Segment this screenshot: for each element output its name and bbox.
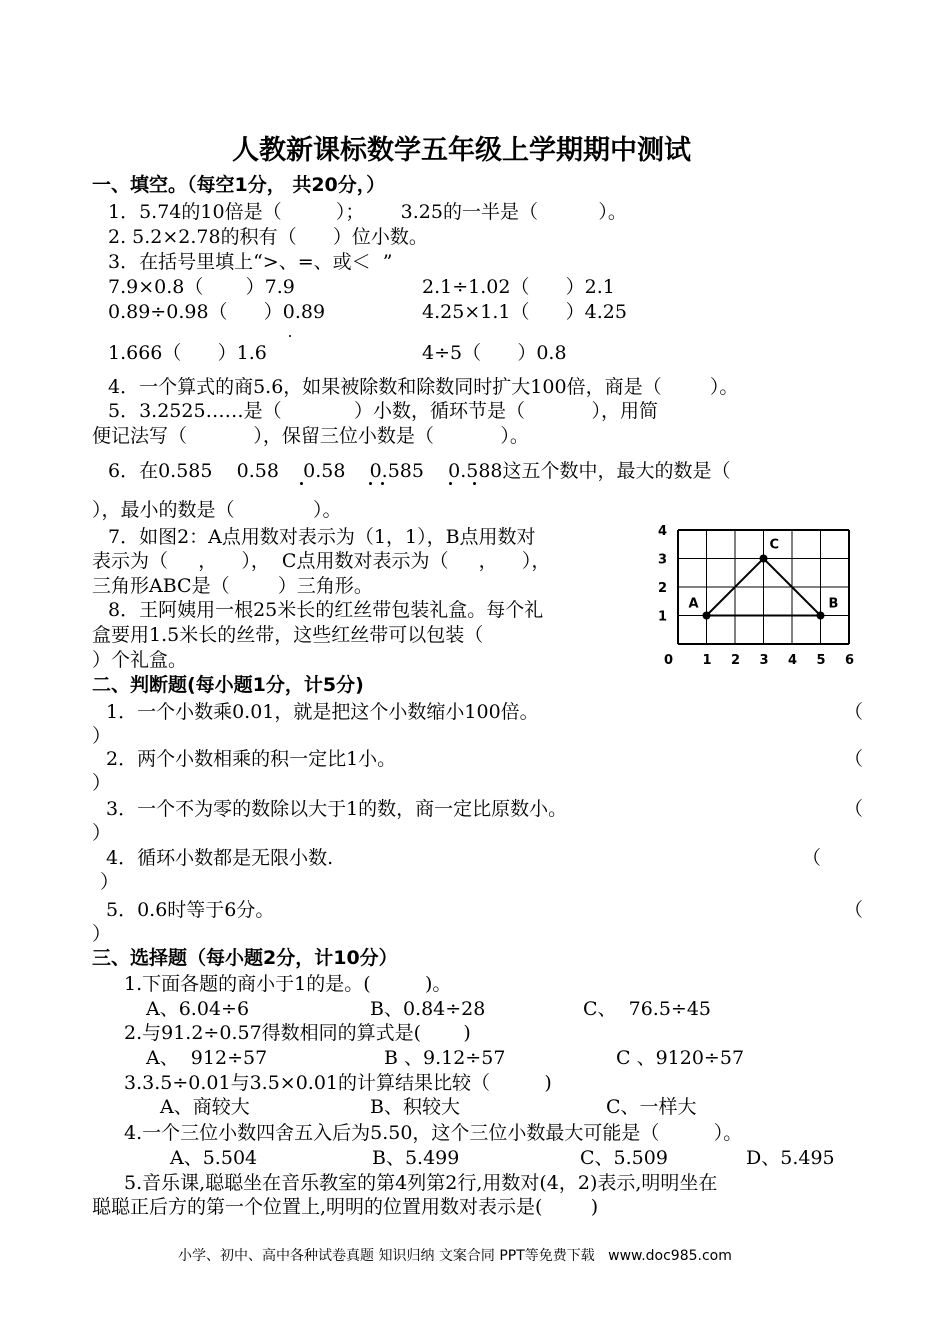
- question-1-2: 2. 5.2×2.78的积有（ ）位小数。: [108, 226, 428, 248]
- choice-5-line-2: 聪聪正后方的第一个位置上,明明的位置用数对表示是( ): [92, 1196, 599, 1218]
- question-1-8-line-2: 盒要用1.5米长的丝带，这些红丝带可以包装（: [92, 624, 484, 646]
- choice-3-option-a: A、商较大: [160, 1096, 250, 1118]
- section-2-header: 二、判断题(每小题1分，计5分): [92, 674, 364, 696]
- compare-3a: 1.666（ ）1.6: [108, 342, 267, 364]
- compare-1b: 2.1÷1.02（ ）2.1: [422, 276, 615, 298]
- answer-paren-close: ）: [92, 822, 112, 844]
- repeating-dot: [300, 482, 303, 485]
- y-tick-label: 2: [658, 581, 668, 596]
- question-1-8-line-3: ）个礼盒。: [92, 649, 188, 671]
- choice-1-option-b: B、0.84÷28: [370, 998, 486, 1020]
- question-1-1: 1．5.74的10倍是（ ）； 3.25的一半是（ ）。: [108, 201, 627, 223]
- point-a: [703, 612, 711, 620]
- repeating-dot: [473, 482, 476, 485]
- choice-4-option-d: D、5.495: [746, 1147, 835, 1169]
- choice-4-stem: 4.一个三位小数四舍五入后为5.50，这个三位小数最大可能是（ ）。: [124, 1122, 743, 1144]
- question-1-7-line-1: 7．如图2：A点用数对表示为（1，1），B点用数对: [108, 526, 536, 548]
- y-tick-label: 1: [658, 609, 668, 625]
- repeating-dot: [369, 482, 372, 485]
- answer-paren-close: ）: [92, 923, 112, 945]
- compare-2b: 4.25×1.1（ ）4.25: [422, 301, 627, 323]
- answer-paren-open: （: [844, 798, 864, 820]
- choice-2-option-c: C 、9120÷57: [616, 1047, 745, 1069]
- x-tick-label: 6: [845, 653, 855, 668]
- point-b: [817, 612, 825, 620]
- choice-4-option-a: A、5.504: [170, 1147, 258, 1169]
- answer-paren-open: （: [844, 748, 864, 770]
- point-label-a: A: [688, 596, 699, 612]
- judgment-item-1: 1．一个小数乘0.01，就是把这个小数缩小100倍。: [106, 701, 539, 723]
- repeating-dot: [289, 335, 291, 337]
- question-1-8-line-1: 8．王阿姨用一根25米长的红丝带包装礼盒。每个礼: [108, 599, 544, 621]
- choice-4-option-b: B、5.499: [372, 1147, 460, 1169]
- page-title: 人教新课标数学五年级上学期期中测试: [232, 135, 691, 166]
- question-1-7-line-2: 表示为（ ， ）， C点用数对表示为（ ， ），: [92, 550, 551, 572]
- question-1-5-line-2: 便记法写（ ），保留三位小数是（ ）。: [92, 425, 529, 447]
- point-c: [760, 555, 768, 563]
- y-tick-label: 3: [658, 552, 668, 568]
- x-tick-label: 3: [759, 653, 769, 668]
- section-3-header: 三、选择题（每小题2分，计10分）: [92, 947, 398, 969]
- answer-paren-open: （: [844, 701, 864, 723]
- compare-3b: 4÷5（ ）0.8: [422, 342, 567, 364]
- choice-2-option-b: B 、9.12÷57: [384, 1047, 506, 1069]
- answer-paren-close: ）: [100, 871, 120, 893]
- choice-1-option-a: A、6.04÷6: [146, 998, 250, 1020]
- question-1-4: 4．一个算式的商5.6，如果被除数和除数同时扩大100倍，商是（ ）。: [108, 376, 739, 398]
- section-1-header: 一、填空。（每空1分， 共20分，）: [92, 174, 386, 196]
- choice-5-line-1: 5.音乐课,聪聪坐在音乐教室的第4列第2行,用数对(4，2)表示,明明坐在: [124, 1172, 718, 1194]
- point-label-c: C: [769, 537, 780, 553]
- choice-4-option-c: C、5.509: [580, 1147, 668, 1169]
- x-tick-label: 1: [702, 653, 712, 668]
- choice-3-option-b: B、积较大: [370, 1096, 460, 1118]
- compare-2a: 0.89÷0.98（ ）0.89: [108, 301, 326, 323]
- choice-1-option-c: C、 76.5÷45: [583, 998, 712, 1020]
- judgment-item-3: 3．一个不为零的数除以大于1的数，商一定比原数小。: [106, 798, 568, 820]
- choice-2-option-a: A、 912÷57: [146, 1047, 268, 1069]
- judgment-item-2: 2．两个小数相乘的积一定比1小。: [106, 748, 397, 770]
- judgment-item-5: 5．0.6时等于6分。: [106, 899, 275, 921]
- answer-paren-open: （: [802, 847, 822, 869]
- coordinate-figure: [650, 522, 865, 672]
- judgment-item-4: 4．循环小数都是无限小数.: [106, 847, 334, 869]
- question-1-6-line-1: 6．在0.585 0.58 0.58 0.585 0.588这五个数中，最大的数是（: [108, 460, 731, 482]
- answer-paren-close: ）: [92, 725, 112, 747]
- x-tick-label: 2: [731, 653, 741, 668]
- footer: 小学、初中、高中各种试卷真题 知识归纳 文案合同 PPT等免费下载 www.doc985.com: [178, 1248, 732, 1264]
- choice-3-stem: 3.3.5÷0.01与3.5×0.01的计算结果比较（ ): [124, 1072, 552, 1094]
- answer-paren-open: （: [844, 899, 864, 921]
- choice-1-stem: 1.下面各题的商小于1的是。( )。: [124, 973, 452, 995]
- x-tick-label: 5: [816, 653, 826, 668]
- x-tick-label: 0: [664, 653, 674, 668]
- question-1-5-line-1: 5．3.2525……是（ ）小数，循环节是（ ），用简: [108, 400, 658, 422]
- choice-3-option-c: C、一样大: [606, 1096, 697, 1118]
- answer-paren-close: ）: [92, 772, 112, 794]
- y-tick-label: 4: [658, 524, 668, 539]
- choice-2-stem: 2.与91.2÷0.57得数相同的算式是( ): [124, 1022, 471, 1044]
- repeating-dot: [381, 482, 384, 485]
- compare-1a: 7.9×0.8（ ）7.9: [108, 276, 295, 298]
- point-label-b: B: [828, 596, 839, 612]
- question-1-3: 3．在括号里填上“>、=、或＜ ”: [108, 251, 393, 273]
- repeating-dot: [449, 482, 452, 485]
- x-tick-label: 4: [788, 653, 798, 668]
- question-1-6-line-2: ），最小的数是（ ）。: [92, 499, 342, 521]
- question-1-7-line-3: 三角形ABC是（ ）三角形。: [92, 575, 373, 597]
